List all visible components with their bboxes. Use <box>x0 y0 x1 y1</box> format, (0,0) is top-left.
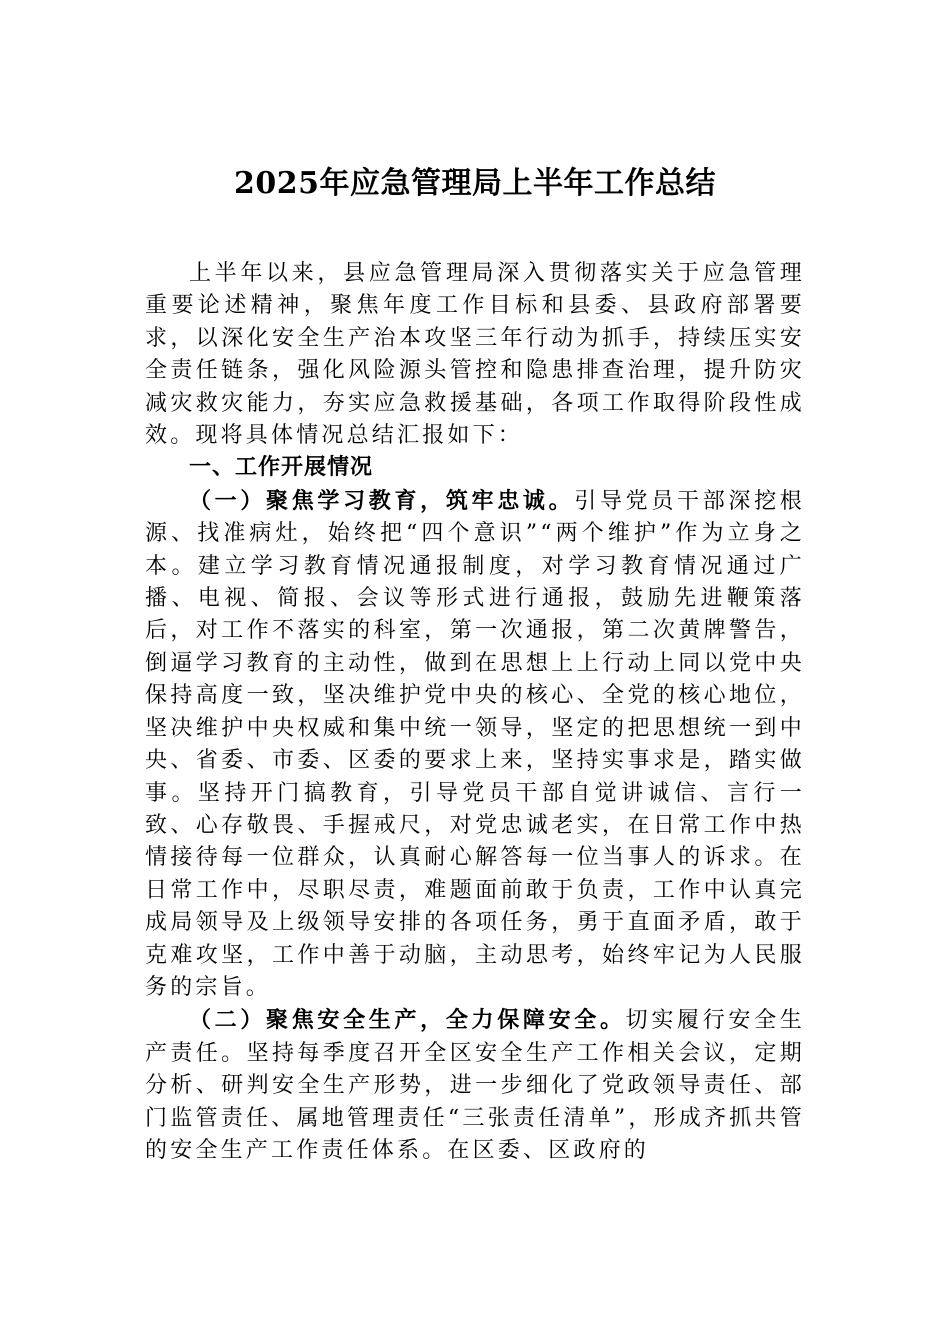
item-1-paragraph <box>145 485 805 1005</box>
document-title: 2025年应急管理局上半年工作总结 <box>234 166 716 201</box>
item-2-body: 切实履行安全生产责任。坚持每季度召开全区安全生产工作相关会议，定期分析、研判安全生产形势，进一步细化了党政领导责任、部门监管责任、属地管理责任“三张责任清单”，形成齐抓共管的安全生产工作责任体系。在区委、区政府的 <box>145 1008 805 1163</box>
item-1-body: 引导党员干部深挖根源、找准病灶，始终把“四个意识”“两个维护”作为立身之本。建立学习教育情况通报制度，对学习教育情况通过广播、电视、简报、会议等形式进行通报，鼓励先进鞭策落后，对工作不落实的科室，第一次通报，第二次黄牌警告，倒逼学习教育的主动性，做到在思想上上行动上同以党中央保持高度一致，坚决维护党中央的核心、全党的核心地位，坚决维护中央权威和集中统一领导，坚定的把思想统一到中央、省委、市委、区委的要求上来，坚持实事求是，踏实做事。坚持开门搞教育，引导党员干部自觉讲诚信、言行一致、心存敬畏、手握戒尺，对党忠诚老实，在日常工作中热情接待每一位群众，认真耐心解答每一位当事人的诉求。在日常工作中，尽职尽责，难题面前敢于负责，工作中认真完成局领导及上级领导安排的各项任务，勇于直面矛盾，敢于克难攻坚，工作中善于动脑，主动思考，始终牢记为人民服务的宗旨。 <box>145 488 805 1000</box>
item-2-paragraph <box>145 1004 805 1167</box>
section-heading-1: 一、工作开展情况 <box>189 455 374 481</box>
intro-paragraph: 上半年以来，县应急管理局深入贯彻落实关于应急管理重要论述精神，聚焦年度工作目标和县委、县政府部署要求，以深化安全生产治本攻坚三年行动为抓手，持续压实安全责任链条，强化风险源头管控和隐患排查治理，提升防灾减灾救灾能力，夯实应急救援基础，各项工作取得阶段性成效。现将具体情况总结汇报如下： <box>145 261 805 449</box>
item-2-lead: （二）聚焦安全生产，全力保障安全。 <box>189 1007 626 1034</box>
item-1-lead: （一）聚焦学习教育，筑牢忠诚。 <box>189 487 575 514</box>
document-body <box>145 258 805 1167</box>
